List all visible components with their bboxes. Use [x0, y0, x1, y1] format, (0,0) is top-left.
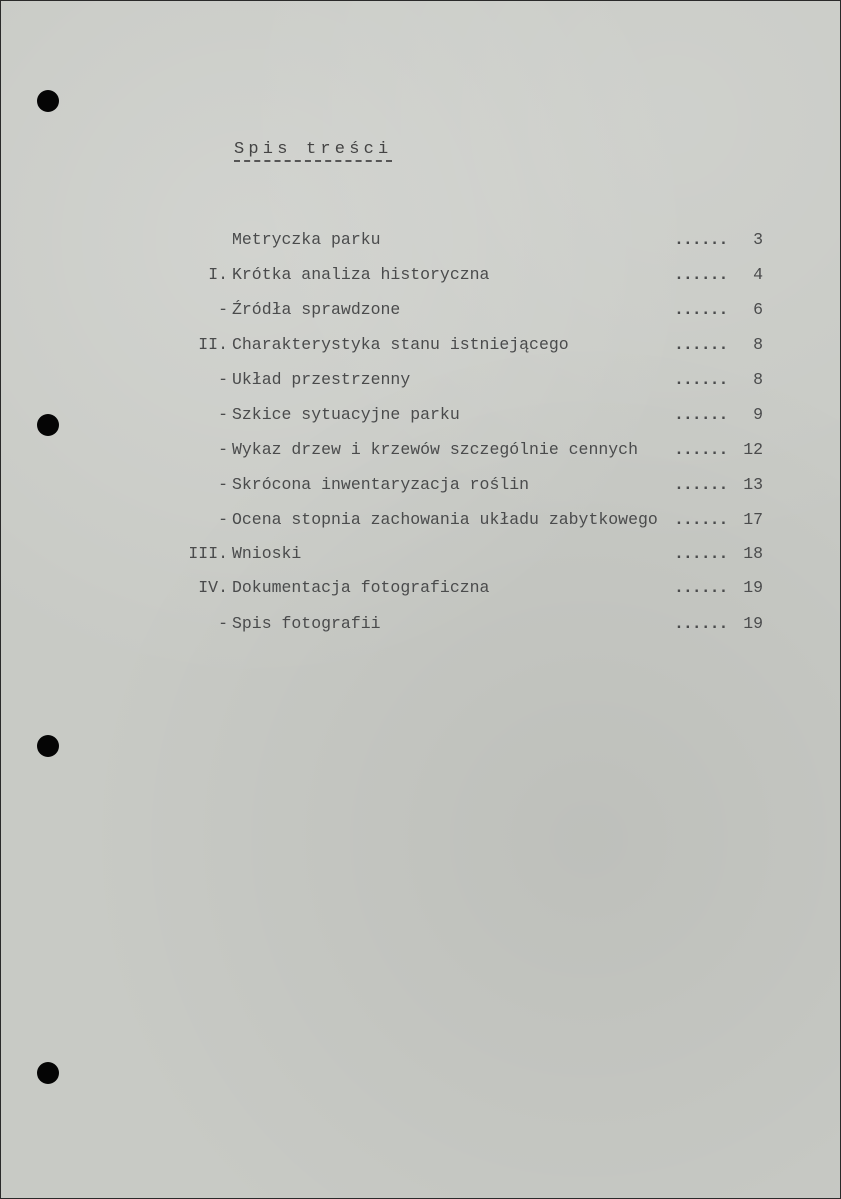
entry-number: -: [218, 510, 228, 529]
toc-entry: [0, 230, 841, 252]
toc-entry: [0, 405, 841, 427]
entry-title: Wnioski: [232, 544, 302, 563]
leader-dots: ......: [674, 265, 728, 284]
entry-title: Skrócona inwentaryzacja roślin: [232, 475, 530, 494]
leader-dots: ......: [674, 544, 728, 563]
leader-dots: ......: [674, 230, 728, 249]
toc-entry: [0, 335, 841, 357]
entry-number: -: [218, 405, 228, 424]
leader-dots: ......: [674, 578, 728, 597]
punch-hole: [37, 735, 59, 757]
entry-title: Źródła sprawdzone: [232, 300, 401, 319]
entry-page: 6: [753, 300, 763, 319]
entry-title: Układ przestrzenny: [232, 370, 411, 389]
leader-dots: ......: [674, 614, 728, 633]
entry-title: Krótka analiza historyczna: [232, 265, 490, 284]
entry-title: Wykaz drzew i krzewów szczególnie cennych: [232, 440, 638, 459]
entry-title: Dokumentacja fotograficzna: [232, 578, 490, 597]
entry-page: 4: [753, 265, 763, 284]
leader-dots: ......: [674, 510, 728, 529]
toc-entry: [0, 614, 841, 636]
entry-number: -: [218, 300, 228, 319]
toc-entry: [0, 370, 841, 392]
entry-number: -: [218, 370, 228, 389]
entry-page: 18: [743, 544, 763, 563]
entry-number: II.: [198, 335, 228, 354]
entry-page: 17: [743, 510, 763, 529]
entry-title: Metryczka parku: [232, 230, 381, 249]
entry-page: 8: [753, 370, 763, 389]
entry-title: Charakterystyka stanu istniejącego: [232, 335, 569, 354]
toc-entry: [0, 510, 841, 532]
punch-hole: [37, 1062, 59, 1084]
entry-number: III.: [188, 544, 228, 563]
entry-title: Ocena stopnia zachowania układu zabytkowego: [232, 510, 658, 529]
punch-hole: [37, 90, 59, 112]
entry-page: 3: [753, 230, 763, 249]
leader-dots: ......: [674, 475, 728, 494]
page-title: Spis treści: [234, 140, 392, 162]
leader-dots: ......: [674, 440, 728, 459]
entry-page: 13: [743, 475, 763, 494]
entry-number: I.: [208, 265, 228, 284]
toc-entry: [0, 300, 841, 322]
toc-entry: [0, 544, 841, 566]
entry-page: 12: [743, 440, 763, 459]
entry-page: 8: [753, 335, 763, 354]
entry-page: 9: [753, 405, 763, 424]
leader-dots: ......: [674, 370, 728, 389]
entry-number: -: [218, 440, 228, 459]
entry-number: IV.: [198, 578, 228, 597]
toc-entry: [0, 475, 841, 497]
entry-page: 19: [743, 614, 763, 633]
leader-dots: ......: [674, 335, 728, 354]
entry-number: -: [218, 475, 228, 494]
toc-entry: [0, 440, 841, 462]
leader-dots: ......: [674, 405, 728, 424]
toc-entry: [0, 265, 841, 287]
leader-dots: ......: [674, 300, 728, 319]
entry-title: Szkice sytuacyjne parku: [232, 405, 460, 424]
entry-title: Spis fotografii: [232, 614, 381, 633]
entry-page: 19: [743, 578, 763, 597]
entry-number: -: [218, 614, 228, 633]
toc-entry: [0, 578, 841, 600]
